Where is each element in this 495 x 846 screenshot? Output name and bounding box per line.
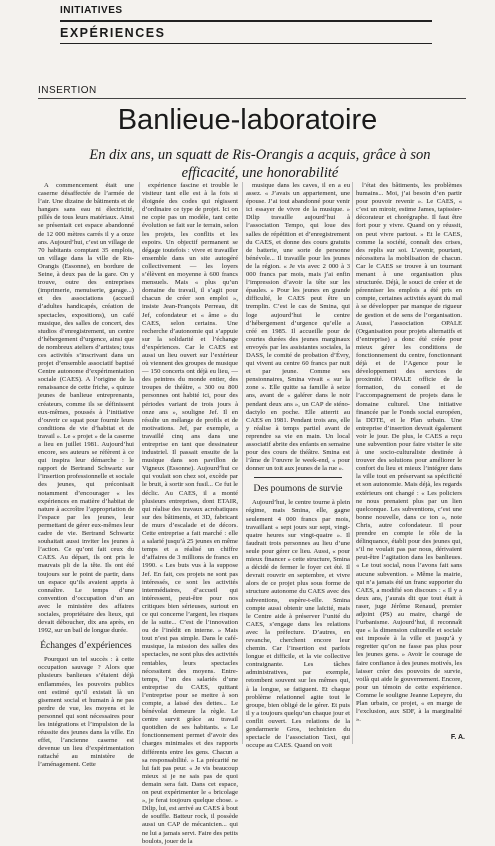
article-column-2 [142, 182, 238, 845]
column-1-tail: Pourquoi un tel succès : à cette occupation sauvage ? Alors que plusieurs banlieues s’étaient déjà enflammées, les pouvoirs publics ont estimé qu’il existait là un gisement social et humain à ne pas perdre de vue, les moyens et le personnel qui sont nécessaires pour les intégrations et l’impulsion de la réussite des jeunes dans la ville. En effet, l’ancienne caserne est devenue un lieu d’expérimentation rattaché au ministère de l’aménagement. Cette [38, 656, 134, 769]
article-column-3 [246, 182, 350, 750]
section-rule [38, 98, 466, 99]
column-4-body: l’état des bâtiments, les problèmes humains... Moi, j’ai besoin d’en partir pour pouvoir revenir ». Le CAES, « c’est un miroir, estime James, tapissier-décorateur et chorégraphe. Il faut être fort pour y vivre. Quand on y réussit, on peut vivre partout. » Et le CAES, comme la société, connaît des crises, des replis sur soi. L’avenir, pourtant, nécessitera la mobilisation de chacun. Car le CAES se trouve à un tournant menant à une organisation plus structurée. Déjà, le souci de créer et de pérenniser les emplois a été pris en compte, certaines activités ayant du mal à se développer par manque de rigueur de gestion et de sens de l’organisation. Aussi, l’association OPALE (Organisation pour projets alternatifs et d’entreprise) a donc été créée pour mieux gérer les conditions de fonctionnement du centre, fonctionnant déjà et de l’Agence pour le développement des services de proximité. OPALE officie de la formation, du conseil et de l’accompagnement de projets dans le domaine culturel. Une initiative financée par le Fonds social européen, la DDTE, et le Plan urbain. Une entreprise d’insertion devrait également voir le jour. De plus, le CAES a reçu une subvention pour faire visiter le site à une socio-culturaliste destinée à trouver des solutions pour améliorer le confort du lieu et mieux l’intégrer dans la ville tout en préservant sa spécificité et son autonomie. Mais déjà, les regards extérieurs ont changé : « Les policiers ne nous prenaient plus par un lien quelconque. Les subventions, c’est une bonne nouvelle, dans ce ton », note Chris, autre cofondateur. Il pour prendre en compte le rôle de la délinquance, établi pour des jeunes qui, s’il ne voulait pas par nous, dérivaient peut-être l’agitation dans les banlieues. « Le tout social, nous l’avons fait sans aucune subvention. » Même la mairie, qui n’a jamais été un franc supporter du CAES, a modifié son discours : « Il y a deux ans, j’aurais dit que tout était à raser, juge Jérôme Renaud, premier adjoint (PS) au maire, chargé de l’urbanisme. Aujourd’hui, il reconnaît que « la dimension culturelle et sociale est imposée à la ville et jusqu’à y regretter qu’on ne fasse pas plus pour les jeunes gens. » Avoir le courage de faire confiance à des jeunes motivés, les laisser créer des pouvoirs de survie, voilà qui aide le gouvernement. Encore, pour un témoin de cette expérience. Comme le souligne Jeanne Lepeyre, du Plan urbain, ce projet, « en marge de l’exclusion, aux SDF, à la marginalité ». [356, 182, 463, 724]
headline: Banlieue-laboratoire [117, 104, 378, 136]
section-label: INSERTION [38, 85, 97, 96]
rubric-rule-bottom [60, 43, 432, 44]
column-rule [139, 182, 140, 744]
rubric-initiatives: INITIATIVES [60, 5, 123, 16]
column-3-tail: Aujourd’hui, le centre tourne à plein régime, mais Smina, elle, gagne seulement 4 000 francs par mois, travaillant « sept jours sur sept, vingt-quatre heures sur vingt-quatre ». Il faudrait trois personnes au lieu d’une seule pour gérer ce lieu. Aussi, « pour mieux financer » cette structure, Smina a décidé de fermer le foyer cet été. Il devrait rouvrir en septembre, et vivre alors de ce projet plus sous forme de structure autonome du CAES avec des subventions, espère-t-elle. Smina compte aussi obtenir une laïcité, mais le Centre aide à préserver l’unité du CAES, s’engage dans les relations avec la préfecture. D’autres, en revanche, cherchent encore leur chemin. Car l’insertion est parfois longue et difficile, et la vie collective contraignante. Les tâches administratives, par exemple, retombent souvent sur les mêmes qui, à la longue, se fatiguent. Et chaque problème relationnel agite tout le groupe, bien obligé de le gérer. Et puis il y a toujours quelqu’un chaque jour et conflit ouvert. Les relations de la gendarmerie Gros, technicien du spectacle de l’association Taxi, qui occupe au CAES. Quand on voit [246, 499, 350, 750]
subhead-echanges: Échanges d’expériences [40, 641, 132, 652]
column-3-body: musique dans les caves, il en a eu assez. « J’avais un appartement, une épouse. J’ai tout abandonné pour venir ici essayer de vivre de la musique. » Dilip travaille aujourd’hui à l’association Tempo, qui loue des salles de répétition et d’enregistrement du CAES, et donne des cours gratuits de batterie, une sorte de personne bénévole... Il travaille pour les jeunes de la région. « Je vis avec 2 000 à 3 000 francs par mois, mais j’ai enfin l’impression d’avoir la tête sur les épaules. » Pour les jeunes en grande difficulté, le CAES peut être un tremplin. C’est le cas de Smina, qui loge aujourd’hui le centre d’hébergement d’urgence qu’elle a créé en 1985. Il accueille pour de courtes durées des jeunes marginaux envoyés par les assistantes sociales, la DASS, le comité de probation d’Évry, qui vivent au centre 60 francs par nuit et par jeune. Comme ses pensionnaires, Smina vivait « sur la zone ». Elle quitte sa famille à seize ans, avant de « galérer dans le noir pendant deux ans », un CAP de sténo-dactylo en poche. Elle atterrit au CAES en 1981. Pendant trois ans, elle y réalise à temps partiel avant de reprendre sa vie en main. Un local associatif abrite des enfants en semaine pour des cours de théâtre. Smina est l’âme de l’œuvre le week-end, « pour donner un toit aux jeunes de la rue ». [246, 182, 350, 473]
dek: En dix ans, un squatt de Ris-Orangis a acquis, grâce à son efficacité, une honorabilité [89, 147, 431, 181]
rubric-experiences: EXPÉRIENCES [60, 26, 166, 40]
column-rule [352, 182, 353, 744]
subhead-rule [254, 477, 342, 478]
article-column-4 [356, 182, 462, 747]
rubric-rule-top [60, 20, 432, 22]
subhead-poumons: Des poumons de survie [253, 484, 343, 495]
column-rule [242, 182, 243, 744]
column-1-body: A commencement était une caserne désaffectée de l’armée de l’air. Une dizaine de bâtiments et de hangars sans eau ni électricité, pillés de tous leurs matériaux. Ainsi se présentait cet espace abandonné de 12 000 mètres carrés il y a onze ans. Aujourd’hui, c’est un village de 70 habitants comptant 35 emplois, un village dans la ville de Ris-Orangis (Essonne), en bordure de Seine, à deux pas de la gare. On y trouve, outre des entreprises (imprimerie, menuiserie, garage...) et des associations (accueil d’adultes handicapés, création de spectacles, expositions), un café musique, des salles de concert, des studios d’enregistrement, un centre d’hébergement d’urgence, ainsi que de nombreux ateliers d’artistes; tous ces activités s’inscrivant dans un projet d’ensemble associatif baptisé Centre autonome d’expérimentation sociale (CAES). A l’origine de la renaissance de cette friche, « quinze jeunes de banlieue entreprenants, créateurs, comme ils se définissent eux-mêmes, poussés à l’initiative d’ouvrir ce squat pour fournir leurs conditions de vie d’habitat et de travail ». Le « projet » de la caserne a lieu en juillet 1981. Aujourd’hui encore, ses auteurs se réfèrent à ce qui inspira leur démarche : le rapport de Bertrand Schwartz sur l’insertion professionnelle et sociale des jeunes, qui préconisait notamment d’encourager « les expériences en matière d’habitat de nature à accroître l’appropriation de l’espace par les jeunes, leur permettant de gérer eux-mêmes leur cadre de vie. Bertrand Schwartz souhaitait aussi inviter les jeunes à l’action. Ce qu’ont fait ceux du CAES. Au départ, ils ont pris le mauvais pli de la tête. Ils ont été toujours sur le point de partir, dans un espace qu’ils avaient appris à connaître. Le temps d’une convention d’occupation d’un an avec le ministère des affaires sociales, propriétaire des lieux, qui devait déboucher, dix ans après, en 1992, sur un bail de longue durée. [38, 182, 134, 635]
article-column-1 [38, 182, 134, 769]
column-2-body: expérience fascine et trouble le visiteur tant elle est à la fois si éloignée des codes qui régissent d’ordinaire ce type de projet. Ici on ne copie pas un modèle, tant cette évolution se fait sur le terrain, selon les projets, les conflits et les espoirs. Un objectif permanent se dégage toutefois : vivre et travailler ensemble dans un site autogéré collectivement — les loyers s’élèvent en moyenne à 600 francs mensuels. Mais « plus qu’un domaine du travail, il s’agit pour chacun de créer son emploi », insiste Jean-François Perreau, dit Jef, cofondateur et « âme » du CAES, selon certains. Une recherche d’autonomie qui s’appuie sur la solidarité et l’échange d’expériences. Car le CAES est aussi un lieu ouvert sur l’extérieur où viennent des groupes de musique — 150 concerts ont déjà eu lieu, — des peintres du monde entier, des troupes de théâtre, « 300 ou 800 personnes ont habité ici, pour des périodes variant de trois jours à onze ans », souligne Jef. Il en résulte un mélange de profils et de motivations. Jef, par exemple, a travaillé cinq ans dans une entreprise en tant que dessinateur industriel. Il passait ensuite de la musique dans son pavillon de Vigneux (Essonne). Aujourd’hui ce qui voulait son chez soi, excède par le bruit, à sortir son fusil... Ce fut le déclic. Au CAES, il a monté plusieurs entreprises, dont ETAIR, qui réalise des travaux acrobatiques sur des bâtiments, et 3D, fabricant de murs d’escalade et de décors. Cette entreprise a fait marché : elle a salarié jusqu’à 25 jeunes en même temps et a réalisé un chiffre d’affaires de 3 millions de francs en 1990. « Les buts vus à la suppose Jef. En fait, ces projets ne sont pas intéressés, ce sont les activités intermédiaires, d’accueil qui intéressent, peut-être pour nos critiques bien sérieuses, surtout en ce qui concerne l’argent, les risques de la suite... C’est de l’innovation ou de l’inédit en interne. » Mais tout n’est pas simple. Dans le café-musique, la mission des salles des spectacles, ne sont plus des activités rentables, leurs spectacles nécessitent des moyens. Entre-temps, l’un des salariés d’une entreprise du CAES, quittant l’entreprise pour se mettre à son compte, a laissé des dettes... Le bénévolat demeure la règle. Le centre survit grâce au travail quotidien de ses habitants. « Le fonctionnement permet d’avoir des charges minimales et des rapports différents entre les gens. Chacun a sa responsabilité. » La précarité ne lui fait pas peur. « Je vis beaucoup mieux si je ne sais pas de quoi demain sera fait. Dans cet espace, on peut expérimenter le « bricolage », je ferai toujours quelque chose. » Dilip, lui, est arrivé au CAES à bout de souffle. Batteur rock, il possède aussi un CAP de mécanicien... qui ne lui a jamais servi. Faire des petits boulots, jouer de la [142, 182, 238, 845]
author-signature: F. A. [450, 734, 465, 741]
